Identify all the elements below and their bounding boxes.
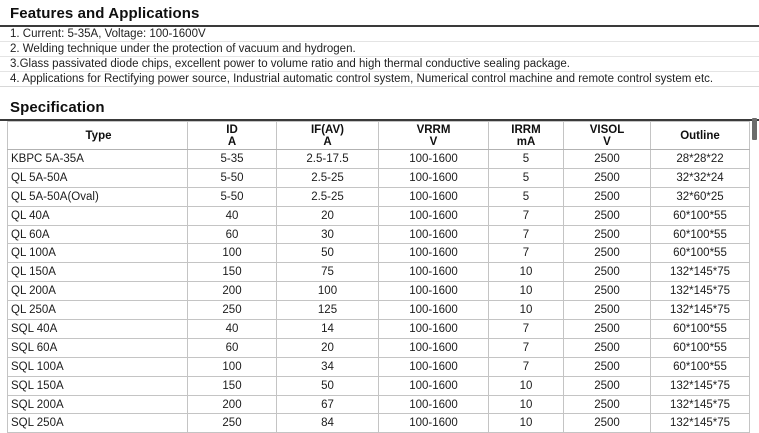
table-cell: 132*145*75 <box>651 395 750 414</box>
table-row <box>8 263 750 282</box>
header-cell-type <box>8 122 188 150</box>
table-row <box>8 168 750 187</box>
table-cell: 100-1600 <box>379 225 489 244</box>
table-cell: 2500 <box>564 395 651 414</box>
cell-type: QL 150A <box>8 263 188 282</box>
table-row <box>8 225 750 244</box>
cell-type: KBPC 5A-35A <box>8 150 188 169</box>
table-cell: 132*145*75 <box>651 282 750 301</box>
features-list <box>0 27 759 87</box>
table-cell: 100-1600 <box>379 244 489 263</box>
table-cell: 2500 <box>564 338 651 357</box>
cell-type: SQL 40A <box>8 320 188 339</box>
table-cell: 10 <box>489 395 564 414</box>
table-cell: 50 <box>277 244 379 263</box>
table-cell: 14 <box>277 320 379 339</box>
cell-type: SQL 150A <box>8 376 188 395</box>
table-cell: 60*100*55 <box>651 244 750 263</box>
table-cell: 60 <box>188 338 277 357</box>
table-row <box>8 244 750 263</box>
table-cell: 40 <box>188 320 277 339</box>
specification-table <box>7 121 750 433</box>
table-row <box>8 320 750 339</box>
table-cell: 2500 <box>564 187 651 206</box>
feature-item: 3.Glass passivated diode chips, excellent power to volume ratio and high thermal conductive sealing package. <box>0 57 759 72</box>
table-cell: 67 <box>277 395 379 414</box>
table-cell: 100-1600 <box>379 301 489 320</box>
header-unit: A <box>323 135 332 148</box>
table-cell: 5-35 <box>188 150 277 169</box>
table-row <box>8 357 750 376</box>
header-cell-irrm <box>489 122 564 150</box>
table-cell: 60*100*55 <box>651 206 750 225</box>
cell-type: QL 60A <box>8 225 188 244</box>
table-cell: 75 <box>277 263 379 282</box>
header-cell-id <box>188 122 277 150</box>
table-cell: 100 <box>277 282 379 301</box>
table-cell: 100-1600 <box>379 376 489 395</box>
table-cell: 84 <box>277 414 379 433</box>
table-row <box>8 150 750 169</box>
table-cell: 200 <box>188 395 277 414</box>
table-cell: 100-1600 <box>379 263 489 282</box>
table-cell: 100-1600 <box>379 320 489 339</box>
table-cell: 100-1600 <box>379 168 489 187</box>
table-cell: 60*100*55 <box>651 320 750 339</box>
vertical-scrollbar-thumb[interactable] <box>752 118 757 140</box>
table-row <box>8 395 750 414</box>
table-row <box>8 376 750 395</box>
table-cell: 2.5-25 <box>277 187 379 206</box>
header-label: IRRM <box>511 123 541 136</box>
table-cell: 132*145*75 <box>651 414 750 433</box>
table-cell: 100 <box>188 244 277 263</box>
header-cell-if-av- <box>277 122 379 150</box>
header-cell-visol <box>564 122 651 150</box>
table-cell: 100-1600 <box>379 206 489 225</box>
table-cell: 150 <box>188 263 277 282</box>
table-cell: 20 <box>277 338 379 357</box>
cell-type: QL 5A-50A <box>8 168 188 187</box>
table-cell: 60*100*55 <box>651 357 750 376</box>
table-cell: 7 <box>489 244 564 263</box>
table-cell: 2500 <box>564 225 651 244</box>
table-cell: 100-1600 <box>379 187 489 206</box>
header-label: VRRM <box>416 123 451 136</box>
table-cell: 32*32*24 <box>651 168 750 187</box>
table-cell: 34 <box>277 357 379 376</box>
header-label: Outline <box>680 129 720 142</box>
cell-type: SQL 60A <box>8 338 188 357</box>
table-cell: 150 <box>188 376 277 395</box>
table-cell: 100-1600 <box>379 395 489 414</box>
table-row <box>8 414 750 433</box>
table-cell: 125 <box>277 301 379 320</box>
table-row <box>8 282 750 301</box>
table-cell: 2500 <box>564 263 651 282</box>
table-cell: 5-50 <box>188 187 277 206</box>
specification-section-title: Specification <box>0 94 759 121</box>
table-cell: 10 <box>489 414 564 433</box>
table-cell: 10 <box>489 282 564 301</box>
header-unit: V <box>429 135 438 148</box>
table-cell: 7 <box>489 357 564 376</box>
table-cell: 2500 <box>564 168 651 187</box>
table-cell: 5 <box>489 187 564 206</box>
table-cell: 7 <box>489 320 564 339</box>
table-cell: 132*145*75 <box>651 376 750 395</box>
table-cell: 100-1600 <box>379 414 489 433</box>
table-row <box>8 187 750 206</box>
table-cell: 2500 <box>564 282 651 301</box>
table-cell: 60 <box>188 225 277 244</box>
cell-type: QL 100A <box>8 244 188 263</box>
table-cell: 250 <box>188 301 277 320</box>
table-cell: 7 <box>489 338 564 357</box>
header-label: ID <box>226 123 238 136</box>
table-cell: 10 <box>489 263 564 282</box>
table-cell: 10 <box>489 376 564 395</box>
cell-type: SQL 250A <box>8 414 188 433</box>
table-cell: 100-1600 <box>379 357 489 376</box>
header-row <box>8 122 750 150</box>
table-cell: 5-50 <box>188 168 277 187</box>
table-cell: 2500 <box>564 320 651 339</box>
table-cell: 7 <box>489 206 564 225</box>
cell-type: SQL 200A <box>8 395 188 414</box>
table-cell: 100 <box>188 357 277 376</box>
table-cell: 30 <box>277 225 379 244</box>
table-cell: 40 <box>188 206 277 225</box>
cell-type: SQL 100A <box>8 357 188 376</box>
cell-type: QL 5A-50A(Oval) <box>8 187 188 206</box>
table-cell: 2500 <box>564 206 651 225</box>
table-cell: 2.5-17.5 <box>277 150 379 169</box>
table-row <box>8 206 750 225</box>
header-unit: mA <box>516 135 536 148</box>
header-label: VISOL <box>589 123 625 136</box>
table-cell: 2500 <box>564 150 651 169</box>
cell-type: QL 200A <box>8 282 188 301</box>
specification-table-header <box>8 122 750 150</box>
header-cell-outline <box>651 122 750 150</box>
table-cell: 60*100*55 <box>651 338 750 357</box>
header-unit: A <box>227 135 237 148</box>
table-cell: 2.5-25 <box>277 168 379 187</box>
table-cell: 7 <box>489 225 564 244</box>
cell-type: QL 250A <box>8 301 188 320</box>
features-section-title: Features and Applications <box>0 0 759 27</box>
specification-table-body <box>8 150 750 433</box>
table-cell: 60*100*55 <box>651 225 750 244</box>
table-cell: 50 <box>277 376 379 395</box>
table-cell: 200 <box>188 282 277 301</box>
table-cell: 10 <box>489 301 564 320</box>
header-unit: V <box>603 135 611 148</box>
table-cell: 20 <box>277 206 379 225</box>
table-cell: 100-1600 <box>379 150 489 169</box>
table-cell: 2500 <box>564 244 651 263</box>
table-cell: 100-1600 <box>379 282 489 301</box>
table-cell: 250 <box>188 414 277 433</box>
table-cell: 2500 <box>564 376 651 395</box>
table-cell: 132*145*75 <box>651 301 750 320</box>
header-label: IF(AV) <box>310 123 344 136</box>
table-row <box>8 338 750 357</box>
feature-item: 4. Applications for Rectifying power source, Industrial automatic control system, Numerical control machine and remote control system etc. <box>0 72 759 87</box>
table-cell: 132*145*75 <box>651 263 750 282</box>
feature-item: 2. Welding technique under the protection of vacuum and hydrogen. <box>0 42 759 57</box>
table-cell: 2500 <box>564 357 651 376</box>
header-label: Type <box>85 129 112 142</box>
table-row <box>8 301 750 320</box>
table-cell: 100-1600 <box>379 338 489 357</box>
cell-type: QL 40A <box>8 206 188 225</box>
table-cell: 5 <box>489 168 564 187</box>
table-cell: 2500 <box>564 414 651 433</box>
table-cell: 5 <box>489 150 564 169</box>
table-cell: 32*60*25 <box>651 187 750 206</box>
table-cell: 2500 <box>564 301 651 320</box>
header-cell-vrrm <box>379 122 489 150</box>
table-cell: 28*28*22 <box>651 150 750 169</box>
feature-item: 1. Current: 5-35A, Voltage: 100-1600V <box>0 27 759 42</box>
